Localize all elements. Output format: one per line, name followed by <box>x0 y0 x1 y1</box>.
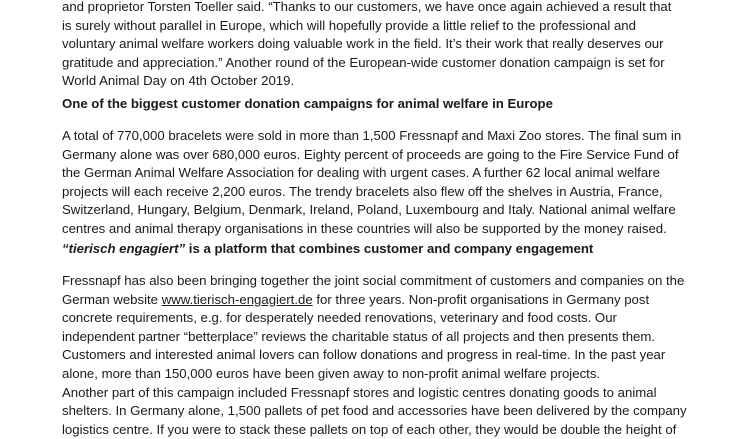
text-line: Switzerland, Hungary, Belgium, Denmark, Ireland, Poland, Luxembourg and Italy. National animal welfare <box>62 202 676 218</box>
text-line: concrete requirements, e.g. for desperately needed renovations, veterinary and food costs. Our <box>62 310 617 326</box>
text-fragment: German website <box>62 291 162 307</box>
text-line: the German Animal Welfare Association for dealing with urgent cases. A further 62 local animal welfare <box>62 165 660 181</box>
heading-emphasis: “tierisch engagiert” <box>62 241 186 256</box>
tierisch-engagiert-link[interactable]: www.tierisch-engagiert.de <box>161 291 313 307</box>
text-line: World Animal Day on 4th October 2019. <box>62 73 295 89</box>
text-line: and proprietor Torsten Toeller said. “Thanks to our customers, we have once again achieved a result that <box>62 0 672 14</box>
text-line: projects will each receive 2,200 euros. The trendy bracelets also flew off the shelves in Austria, France, <box>62 183 663 199</box>
text-fragment: for three years. Non-profit organisations in Germany post <box>312 291 650 307</box>
text-line: Fressnapf has also been bringing together the joint social commitment of customers and companies on the <box>62 273 685 288</box>
heading-rest: is a platform that combines customer and company engagement <box>185 241 594 256</box>
text-line: alone, more than 150,000 euros have been given away to non-profit animal welfare projects. <box>62 365 601 381</box>
platform-paragraph <box>62 272 692 439</box>
text-line: shelters. In Germany alone, 1,500 pallets of pet food and accessories have been delivered by the company <box>62 403 687 419</box>
text-line-with-link <box>62 291 692 310</box>
section-heading-platform <box>62 240 702 259</box>
text-line: centres and animal therapy organisations in these countries will also be supported by the money raised. <box>62 220 667 236</box>
intro-paragraph <box>62 0 692 91</box>
text-line: logistics centre. If you were to stack these pallets on top of each other, they would be double the height of <box>62 421 677 437</box>
section-heading-donation-campaign: One of the biggest customer donation campaigns for animal welfare in Europe <box>62 96 553 111</box>
text-line: independent partner “betterplace” reviews the charitable status of all projects and then presents them. <box>62 328 656 344</box>
text-line: voluntary animal welfare workers doing valuable work in the field. It’s their work that really deserves our <box>62 36 664 52</box>
text-line: Customers and interested animal lovers can follow donations and progress in real-time. In the past year <box>62 347 666 363</box>
text-line: Another part of this campaign included Fressnapf stores and logistic centres donating goods to animal <box>62 384 657 400</box>
text-line: Germany alone was over 680,000 euros. Eighty percent of proceeds are going to the Fire Service Fund of <box>62 146 679 162</box>
text-line: is surely without parallel in Europe, which will hopefully provide a little relief to the professional and <box>62 17 636 33</box>
text-line: gratitude and appreciation.” Another round of the European-wide customer donation campaign is set for <box>62 54 665 70</box>
donation-campaign-paragraph <box>62 127 692 239</box>
text-line: A total of 770,000 bracelets were sold in more than 1,500 Fressnapf and Maxi Zoo stores. The final sum in <box>62 128 682 143</box>
